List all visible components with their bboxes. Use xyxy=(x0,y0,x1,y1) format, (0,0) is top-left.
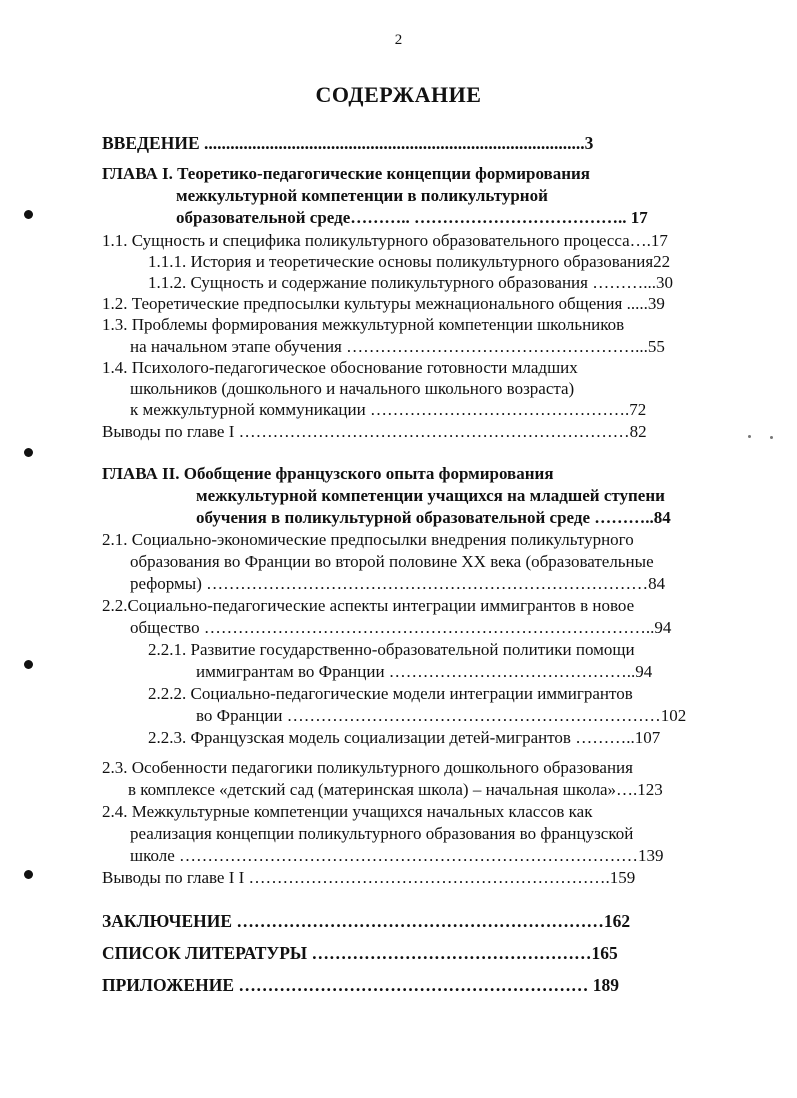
toc-chapter-2-line-3: обучения в поликультурной образовательной среде ………..84 xyxy=(196,508,671,527)
scan-hole-mark xyxy=(24,210,33,219)
toc-conclusions-ch1: Выводы по главе I ……………………………………………………………82 xyxy=(102,422,647,441)
toc-section-2-4-line-2: реализация концепции поликультурного образования во французской xyxy=(130,824,634,843)
scan-hole-mark xyxy=(24,870,33,879)
toc-section-1-1-2: 1.1.2. Сущность и содержание поликультурного образования ………...30 xyxy=(148,273,673,292)
toc-section-2-1-line-2: образования во Франции во второй половине XX века (образовательные xyxy=(130,552,654,571)
toc-section-2-2-1-line-1: 2.2.1. Развитие государственно-образовательной политики помощи xyxy=(148,640,635,659)
scan-speck xyxy=(770,436,773,439)
scan-hole-mark xyxy=(24,660,33,669)
page-number: 2 xyxy=(394,32,403,48)
toc-section-2-2-2-line-1: 2.2.2. Социально-педагогические модели интеграции иммигрантов xyxy=(148,684,633,703)
scan-speck xyxy=(748,435,751,438)
toc-appendix: ПРИЛОЖЕНИЕ …………………………………………………… 189 xyxy=(102,975,620,995)
toc-section-1-1-1: 1.1.1. История и теоретические основы поликультурного образования22 xyxy=(148,252,671,271)
toc-section-2-2-line-1: 2.2.Социально-педагогические аспекты интеграции иммигрантов в новое xyxy=(102,596,635,615)
toc-section-2-2-1-line-2: иммигрантам во Франции ……………………………………..94 xyxy=(196,662,653,681)
toc-bibliography: СПИСОК ЛИТЕРАТУРЫ …………………………………………165 xyxy=(102,943,618,963)
toc-chapter-2-line-2: межкультурной компетенции учащихся на младшей ступени xyxy=(196,486,665,505)
toc-section-2-2-line-2: общество ……………………………………………………………………..94 xyxy=(130,618,672,637)
page-title: СОДЕРЖАНИЕ xyxy=(315,82,482,107)
toc-section-2-2-3: 2.2.3. Французская модель социализации детей-мигрантов ………..107 xyxy=(148,728,661,747)
toc-section-2-1-line-3: реформы) ……………………………………………………………………84 xyxy=(130,574,666,593)
toc-chapter-1-line-3: образовательной среде……….. ……………………………….. 17 xyxy=(176,208,648,227)
toc-section-2-3-line-1: 2.3. Особенности педагогики поликультурного дошкольного образования xyxy=(102,758,633,777)
toc-section-2-4-line-3: школе ………………………………………………………………………139 xyxy=(130,846,664,865)
toc-intro: ВВЕДЕНИЕ .......................................................................................3 xyxy=(102,133,594,153)
toc-conclusion: ЗАКЛЮЧЕНИЕ ………………………………………………………162 xyxy=(102,911,631,931)
toc-section-2-4-line-1: 2.4. Межкультурные компетенции учащихся начальных классов как xyxy=(102,802,593,821)
toc-section-1-4-line-3: к межкультурной коммуникации ……………………………………….72 xyxy=(130,400,647,419)
toc-section-1-1: 1.1. Сущность и специфика поликультурного образовательного процесса….17 xyxy=(102,231,668,250)
toc-section-1-4-line-2: школьников (дошкольного и начального школьного возраста) xyxy=(130,379,575,398)
toc-section-1-4-line-1: 1.4. Психолого-педагогическое обоснование готовности младших xyxy=(102,358,578,377)
toc-chapter-1-line-1: ГЛАВА I. Теоретико-педагогические концепции формирования xyxy=(102,164,590,183)
scan-hole-mark xyxy=(24,448,33,457)
toc-section-2-2-2-line-2: во Франции …………………………………………………………102 xyxy=(196,706,687,725)
toc-section-1-3-line-1: 1.3. Проблемы формирования межкультурной компетенции школьников xyxy=(102,315,625,334)
toc-section-1-2: 1.2. Теоретические предпосылки культуры межнационального общения .....39 xyxy=(102,294,665,313)
toc-conclusions-ch2: Выводы по главе I I ……………………………………………………….159 xyxy=(102,868,636,887)
toc-section-2-1-line-1: 2.1. Социально-экономические предпосылки внедрения поликультурного xyxy=(102,530,634,549)
toc-section-1-3-line-2: на начальном этапе обучения ……………………………………………...55 xyxy=(130,337,665,356)
toc-chapter-1-line-2: межкультурной компетенции в поликультурной xyxy=(176,186,548,205)
toc-section-2-3-line-2: в комплексе «детский сад (материнская школа) – начальная школа»….123 xyxy=(128,780,663,799)
toc-chapter-2-line-1: ГЛАВА II. Обобщение французского опыта формирования xyxy=(102,464,554,483)
